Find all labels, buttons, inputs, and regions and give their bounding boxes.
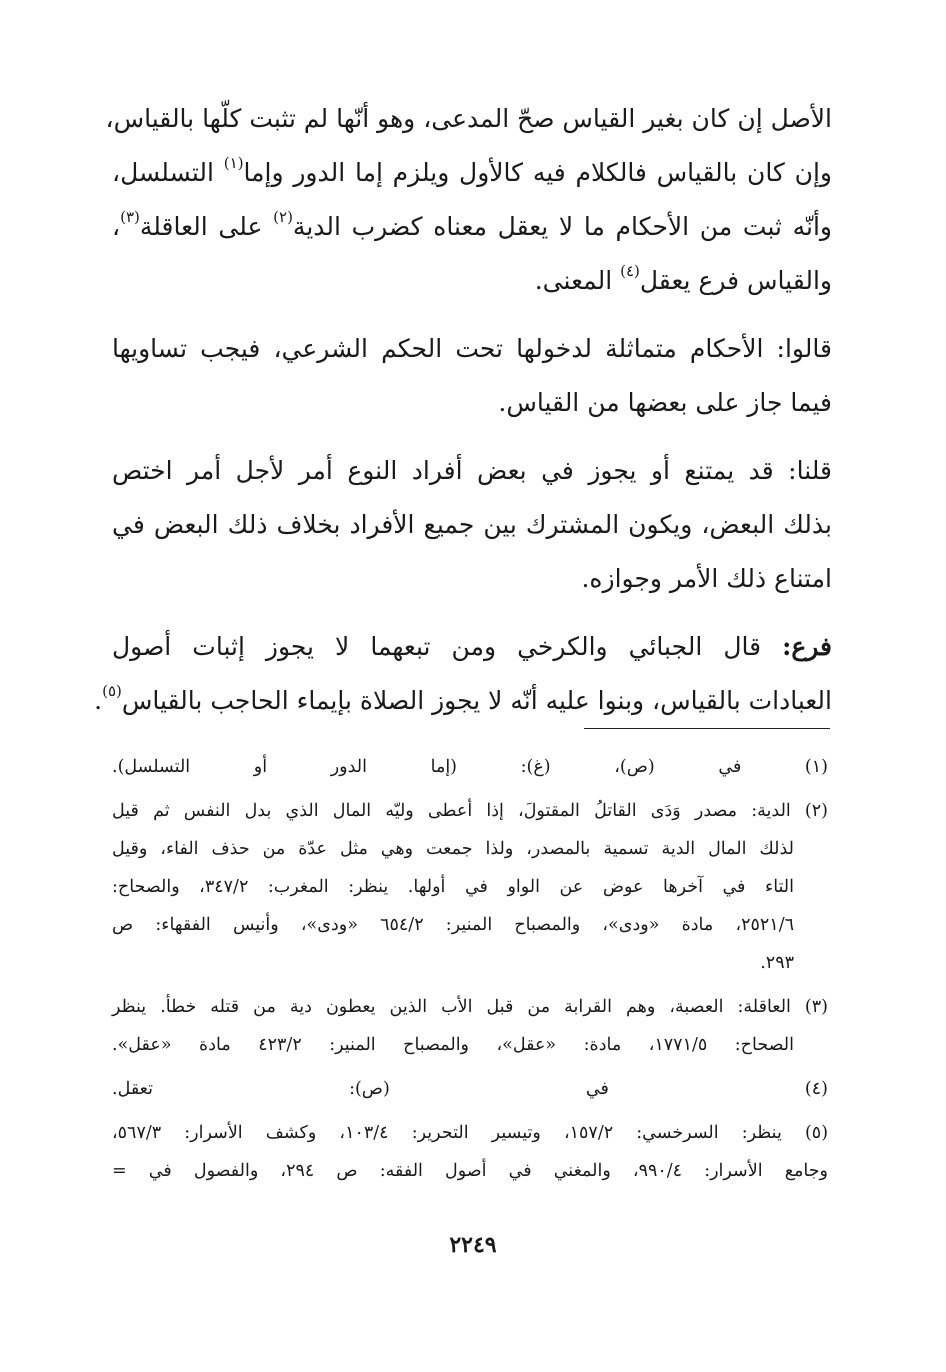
footnote-1 — [112, 748, 828, 786]
section-lead: فرع: — [782, 632, 832, 661]
text-line: بذلك البعض، ويكون المشترك بين جميع الأفراد بخلاف ذلك البعض في — [112, 510, 832, 539]
text-run: قال الجبائي والكرخي ومن تبعهما لا يجوز إثبات أصول — [112, 632, 783, 661]
text-line: قالوا: الأحكام متماثلة لدخولها تحت الحكم الشرعي، فيجب تساويها — [112, 334, 832, 363]
text-line — [112, 620, 832, 674]
footnote-ref-4[interactable]: (٤) — [620, 261, 640, 280]
footnote-line: التاء في آخرها عوض عن الواو في أولها. ينظر: المغرب: ٣٤٧/٢، والصحاح: — [112, 877, 795, 897]
text-line — [112, 254, 832, 308]
footnote-line: (١) في (ص)، (غ): (إما الدور أو التسلسل). — [112, 757, 828, 777]
text-run: العبادات بالقياس، وبنوا عليه أنّه لا يجوز الصلاة بإيماء الحاجب بالقياس — [121, 686, 832, 715]
footnote-ref-1[interactable]: (١) — [223, 153, 244, 172]
paragraph-4 — [94, 620, 832, 728]
text-run: وأنّه ثبت من الأحكام ما لا يعقل معناه كضرب الدية — [292, 212, 833, 241]
footnote-line: ٢٥٢١/٦، مادة «ودى»، والمصباح المنير: ٦٥٤/٢ «ودى»، وأنيس الفقهاء: ص — [112, 915, 795, 935]
footnote-line: (٤) في (ص): تعقل. — [112, 1079, 828, 1099]
footnote-line: (٥) ينظر: السرخسي: ١٥٧/٢، وتيسير التحرير: ١٠٣/٤، وكشف الأسرار: ٥٦٧/٣، — [112, 1123, 829, 1143]
text-line: امتناع ذلك الأمر وجوازه. — [581, 564, 832, 593]
text-line: فيما جاز على بعضها من القياس. — [498, 388, 832, 417]
footnote-line: الصحاح: ١٧٧١/٥، مادة: «عقل»، والمصباح المنير: ٤٢٣/٢ مادة «عقل». — [112, 1035, 794, 1055]
paragraph-1 — [105, 92, 833, 308]
main-text — [94, 92, 833, 742]
footnote-5 — [112, 1114, 828, 1190]
footnote-ref-2[interactable]: (٢) — [273, 207, 293, 226]
text-run: على العاقلة — [139, 212, 274, 241]
text-run: المعنى. — [534, 266, 621, 295]
text-line — [112, 146, 832, 200]
text-run: والقياس فرع يعقل — [639, 266, 832, 295]
footnote-ref-3[interactable]: (٣) — [120, 207, 140, 226]
paragraph-2 — [112, 322, 832, 430]
footnote-line: لذلك المال الدية تسمية بالمصدر، ولذا جمعت وهي مثل عدّة من حذف الفاء، وقيل — [112, 839, 794, 859]
footnote-separator — [584, 728, 830, 729]
page-number: ٢٢٤٩ — [449, 1232, 497, 1258]
footnote-line: وجامع الأسرار: ٩٩٠/٤، والمغني في أصول الفقه: ص ٢٩٤، والفصول في = — [112, 1161, 828, 1181]
footnote-4 — [112, 1070, 828, 1108]
footnote-3 — [112, 988, 828, 1064]
text-run: وإن كان بالقياس فالكلام فيه كالأول ويلزم إما الدور وإما — [243, 158, 832, 187]
text-run: التسلسل، — [112, 158, 224, 187]
footnote-ref-5[interactable]: (٥) — [102, 681, 122, 700]
footnote-line: (٣) العاقلة: العصبة، وهم القرابة من قبل الأب الذين يعطون دية من قتله خطأ. ينظر — [112, 997, 828, 1017]
text-line: قلنا: قد يمتنع أو يجوز في بعض أفراد النوع أمر لأجل أمر اختص — [112, 456, 832, 485]
footnotes — [112, 748, 828, 1196]
footnote-line: ٢٩٣. — [760, 953, 794, 973]
text-run: . — [94, 686, 103, 715]
paragraph-3 — [112, 444, 832, 606]
text-run: ، — [112, 212, 121, 241]
text-line — [112, 200, 832, 254]
text-line: الأصل إن كان بغير القياس صحّ المدعى، وهو أنّها لم تثبت كلّها بالقياس، — [105, 104, 832, 133]
footnote-2 — [112, 792, 828, 982]
footnote-line: (٢) الدية: مصدر وَدَى القاتلُ المقتولَ، إذا أعطى وليّه المال الذي بدل النفس ثم قيل — [112, 801, 828, 821]
text-line — [94, 674, 832, 728]
